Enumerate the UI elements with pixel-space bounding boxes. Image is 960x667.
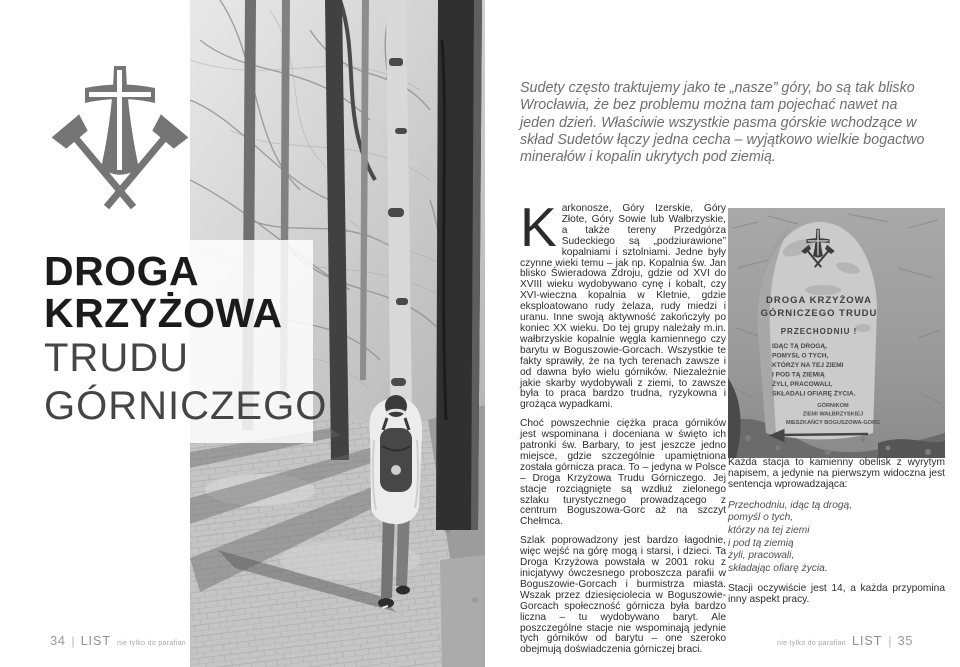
paragraph-4: Każda stacja to kamienny obelisk z wyrytym napisem, a jedynie na pierwszym widoczna jest sentencja wprowadzająca: [728,457,945,490]
footer-divider: | [71,634,75,648]
verse-line: i pod tą ziemią [728,537,794,549]
magazine-tagline: nie tylko do parafian [117,640,186,647]
paragraph-5: Stacji oczywiście jest 14, a każda przypomina inny aspekt pracy. [728,583,945,606]
verse-line: składając ofiarę życia. [728,562,828,574]
intro-paragraph: Sudety często traktujemy jako te „nasze” góry, bo są tak blisko Wrocławia, że bez problemu można tam pojechać nawet na jeden dzień. Właściwie wszystkie pasma górskie wchodzące w skład Sudetów łączy jedna cecha – wyjątkowo wielkie bogactwo minerałów i kopalin ukrytych pod ziemią. [520,80,925,166]
page-number-left: 34 [50,633,66,648]
article-title [44,250,344,430]
drop-cap: K [520,196,557,258]
cross-and-crossed-hammers-icon [52,56,188,228]
obelisk-title-1: DROGA KRZYŻOWA [765,295,873,306]
title-line-2: KRZYŻOWA [44,290,283,336]
verse-line: żyli, pracowali, [728,550,795,562]
page-number-right: 35 [897,633,913,648]
obelisk-dedication: GÓRNIKOM [817,403,849,409]
magazine-brand: LIST [80,634,111,648]
right-page [485,0,960,667]
paragraph-1-text: arkonosze, Góry Izerskie, Góry Złote, Góry Sowie lub Wałbrzyskie, a także tereny Przedgórza Sudeckiego są „podziurawione” kopalniami i sztolniami. Jedne były czynne wieki temu – jak np. Kopalnia św. Jan blisko Świeradowa Zdroju, gdzie od XVI do XVIII wieku wydobywano cynę i kobalt, czy XVI-wieczna kopalnia w Kletnie, gdzie eksploatowano rudy żelaza, rudy miedzi i uranu. Inne swoją aktywność zakończyły po koniec XX wieku. Do tej grupy należały m.in. wałbrzyskie kopalnie węgla kamiennego czy barytu w Boguszowie-Gorcach. Wszystkie te fakty sprawiły, że na tych terenach zawsze i od dawna było wielu górników. Niezależnie jakie skarby wydobywali z ziemi, to zawsze była to praca bardzo trudna, ryzykowna i grożąca wypadkami. [520,203,726,411]
obelisk-line: IDĄC TĄ DROGĄ, [772,343,827,350]
verse-line: Przechodniu, idąc tą drogą, [728,499,853,511]
obelisk-title-2: GÓRNICZEGO TRUDU [760,308,878,319]
verse-line: pomyśl o tych, [728,512,794,524]
paragraph-2: Choć powszechnie ciężka praca górników jest wspominana i doceniana w święto ich patronki św. Barbary, to jest jeszcze jedno miejsce, gdzie szczególnie upamiętniona została górnicza praca. To – jedyna w Polsce – Droga Krzyżowa Trudu Górniczego. Jej stacje rozciągnięte są wzdłuż zielonego szlaku turystycznego prowadzącego z centrum Boguszowa-Gorc aż na szczyt Chełmca. [520,418,726,528]
obelisk-dedication: ZIEMI WAŁBRZYSKIEJ [802,411,864,418]
title-line-4: GÓRNICZEGO [44,384,328,428]
magazine-brand: LIST [852,634,883,648]
paragraph-1 [520,196,726,411]
obelisk-line: POMYŚL O TYCH, [772,352,829,360]
footer-divider: | [888,634,892,648]
obelisk-line: I POD TĄ ZIEMIĄ [772,371,825,379]
body-column-1 [520,196,726,664]
obelisk-dedication: MIESZKAŃCY BOGUSZOWA-GORC [785,420,881,426]
verse-quote [728,500,945,576]
magazine-tagline: nie tylko do parafian [777,640,846,647]
obelisk-salutation: PRZECHODNIU ! [780,327,858,336]
obelisk-line: ŻYLI, PRACOWALI, [772,381,833,388]
obelisk-line: SKŁADALI OFIARĘ ŻYCIA. [772,390,856,398]
verse-line: którzy na tej ziemi [728,524,810,536]
obelisk-line: KTÓRZY NA TEJ ZIEMI [772,362,844,369]
paragraph-3: Szlak poprowadzony jest bardzo łagodnie, więc wejść na górę mogą i starsi, i dzieci. Ta Droga Krzyżowa powstała w 2001 roku z inicjatywy ówczesnego proboszcza parafii w Boguszowie-Gorcach i burmistrza miasta. Wszak przez dziesięciolecia w Boguszowie-Gorcach społeczność górnicza była bardzo liczna – tu wydobywano baryt. Ale poszczególne stacje nie wspominają jedynie tych górników od barytu – one szeroko obejmują doświadczenia górniczej braci. [520,535,726,656]
footer-right [777,633,913,653]
title-line-3: TRUDU [44,336,189,380]
obelisk-photo [728,208,945,458]
body-column-2 [728,208,945,614]
title-line-1: DROGA [44,248,200,294]
footer-left [50,633,186,653]
